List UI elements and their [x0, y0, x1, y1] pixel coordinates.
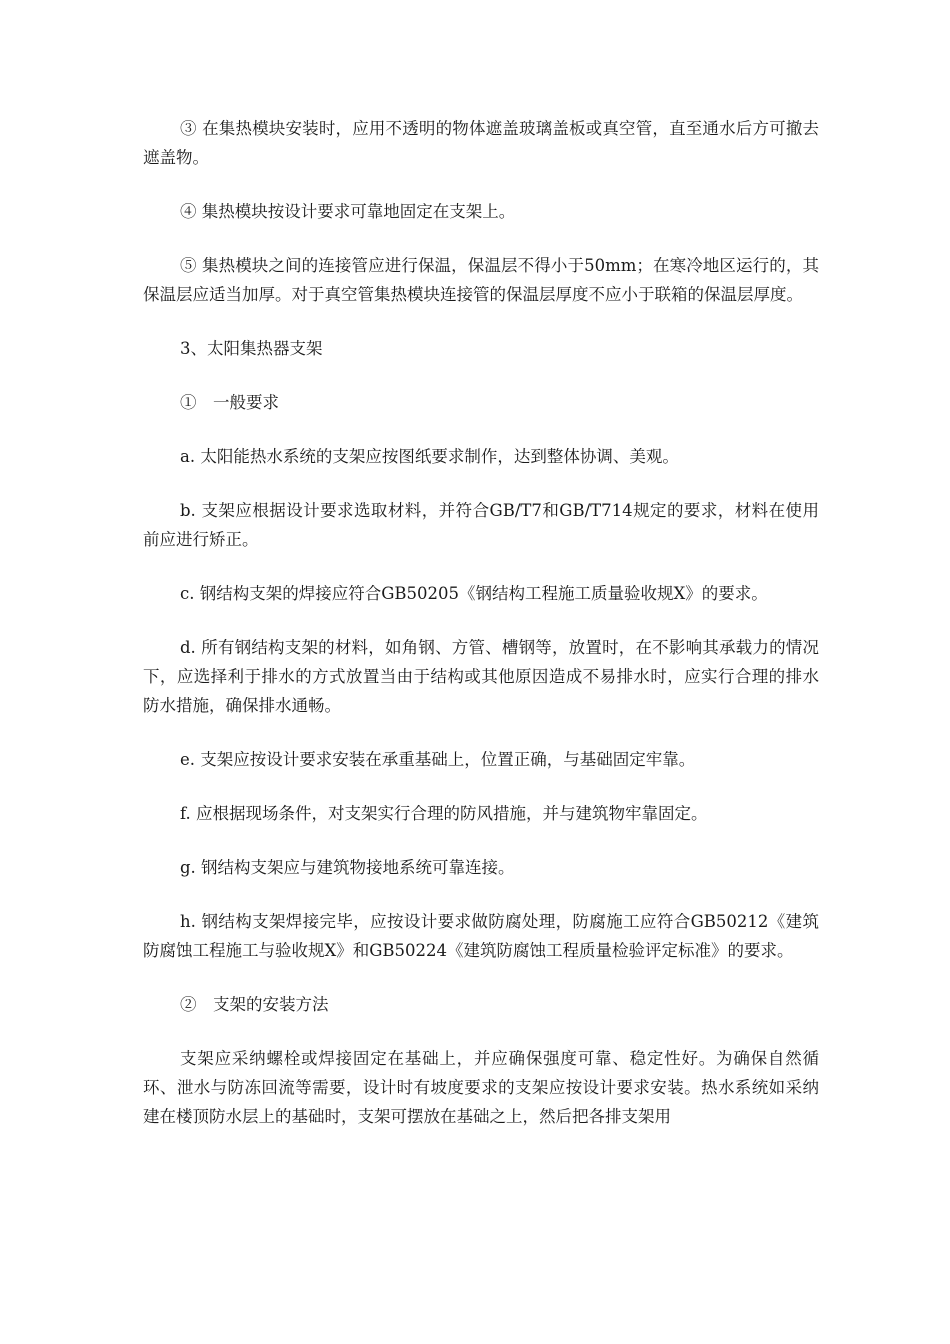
subheading-installation-method: ② 支架的安装方法 — [180, 995, 329, 1014]
paragraph-req-h: h. 钢结构支架焊接完毕，应按设计要求做防腐处理，防腐施工应符合GB50212《建筑防腐蚀工程施工与验收规X》和GB50224《建筑防腐蚀工程质量检验评定标准》的要求。 — [143, 912, 819, 960]
paragraph-req-b: b. 支架应根据设计要求选取材料，并符合GB/T7和GB/T714规定的要求，材料在使用前应进行矫正。 — [143, 501, 819, 549]
paragraph-item-4-fix: ④ 集热模块按设计要求可靠地固定在支架上。 — [180, 202, 516, 221]
paragraph-req-g: g. 钢结构支架应与建筑物接地系统可靠连接。 — [180, 858, 515, 877]
paragraph-req-f: f. 应根据现场条件，对支架实行合理的防风措施，并与建筑物牢靠固定。 — [180, 804, 708, 823]
document-body — [143, 114, 819, 1131]
paragraph-installation-method: 支架应采纳螺栓或焊接固定在基础上，并应确保强度可靠、稳定性好。为确保自然循环、泄水与防冻回流等需要，设计时有坡度要求的支架应按设计要求安装。热水系统如采纳建在楼顶防水层上的基础时，支架可摆放在基础之上，然后把各排支架用 — [143, 1049, 819, 1126]
subheading-general-requirements: ① 一般要求 — [180, 393, 279, 412]
paragraph-req-a: a. 太阳能热水系统的支架应按图纸要求制作，达到整体协调、美观。 — [180, 447, 679, 466]
paragraph-item-5-insulation: ⑤ 集热模块之间的连接管应进行保温，保温层不得小于50mm；在寒冷地区运行的，其保温层应适当加厚。对于真空管集热模块连接管的保温层厚度不应小于联箱的保温层厚度。 — [143, 256, 819, 304]
section-heading-collector-bracket: 3、太阳集热器支架 — [180, 339, 323, 358]
paragraph-req-c: c. 钢结构支架的焊接应符合GB50205《钢结构工程施工质量验收规X》的要求。 — [180, 584, 768, 603]
paragraph-item-3-cover: ③ 在集热模块安装时，应用不透明的物体遮盖玻璃盖板或真空管，直至通水后方可撤去遮盖物。 — [143, 119, 819, 167]
paragraph-req-d: d. 所有钢结构支架的材料，如角钢、方管、槽钢等，放置时，在不影响其承载力的情况下，应选择利于排水的方式放置当由于结构或其他原因造成不易排水时，应实行合理的排水防水措施，确保排水通畅。 — [143, 638, 819, 715]
paragraph-req-e: e. 支架应按设计要求安装在承重基础上，位置正确，与基础固定牢靠。 — [180, 750, 696, 769]
